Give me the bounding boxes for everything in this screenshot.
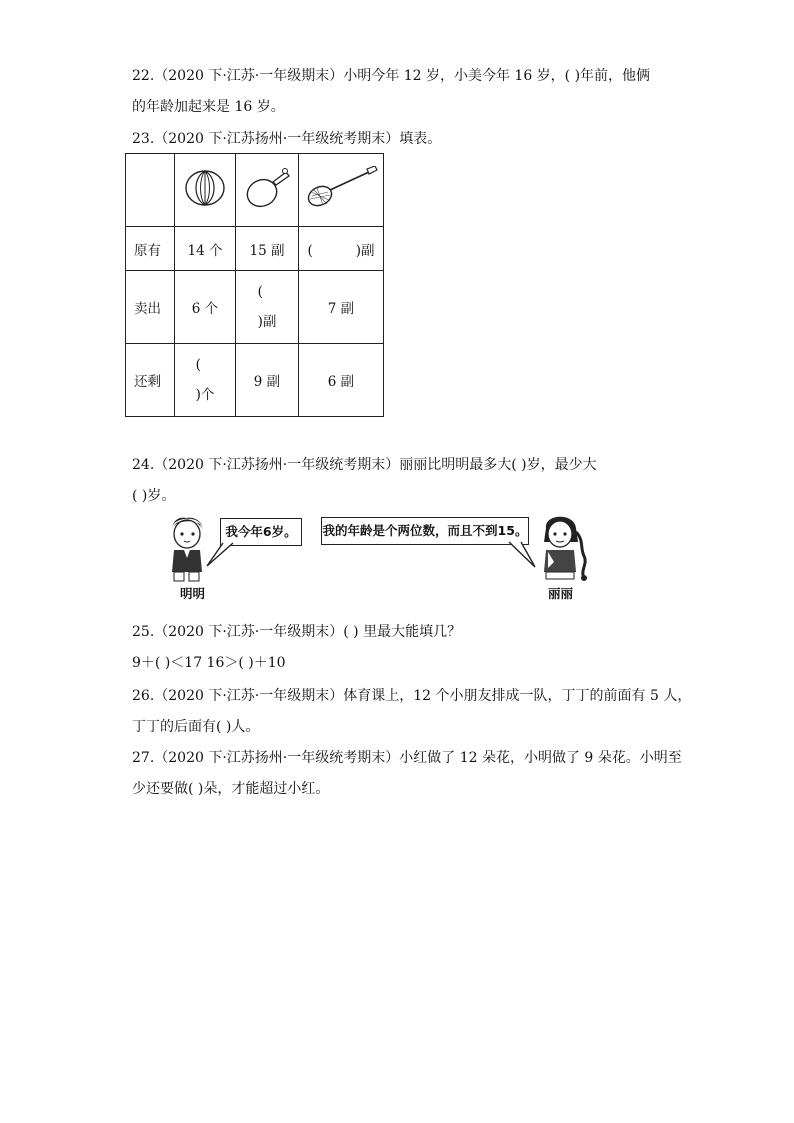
boy-name: 明明 (180, 586, 206, 601)
q25-line2: 9＋( )＜17 16＞( )＋10 (132, 655, 286, 671)
table-cell: 6 个 (175, 271, 236, 344)
row-label-sold: 卖出 (126, 271, 175, 344)
girl-bubble-tail (505, 541, 537, 569)
table-corner-cell (126, 154, 175, 227)
ball-icon (183, 167, 227, 209)
q27-line1: 27.（2020 下·江苏扬州·一年级统考期末）小红做了 12 朵花，小明做了 9 朵花。小明至 (132, 750, 682, 766)
table-cell: 6 副 (299, 344, 384, 417)
row-label-original: 原有 (126, 227, 175, 271)
badminton-racket-icon (303, 166, 379, 210)
table-header-ball (175, 154, 236, 227)
q26-line1: 26.（2020 下·江苏·一年级期末）体育课上，12 个小朋友排成一队，丁丁的前面有 5 人， (132, 688, 692, 704)
fill-table (125, 153, 384, 417)
q25-line1: 25.（2020 下·江苏·一年级期末）( ) 里最大能填几？ (132, 624, 462, 640)
answer-blank-cell[interactable] (175, 344, 236, 417)
table-header-racket (299, 154, 384, 227)
table-cell: 14 个 (175, 227, 236, 271)
boy-bubble-tail (205, 542, 235, 568)
blank-text: ( )副 (257, 284, 277, 330)
girl-illustration (534, 512, 592, 584)
q22-line2: 的年龄加起来是 16 岁。 (132, 99, 285, 115)
q24-line2: ( )岁。 (132, 488, 176, 504)
answer-blank-cell[interactable]: ( )副 (299, 227, 384, 271)
boy-speech-text: 我今年6岁。 (225, 524, 297, 539)
table-cell: 7 副 (299, 271, 384, 344)
answer-blank-cell[interactable] (236, 271, 299, 344)
blank-text: ( )个 (195, 357, 215, 403)
table-header-paddle (236, 154, 299, 227)
ping-pong-paddle-icon (242, 166, 292, 210)
q23-title: 23.（2020 下·江苏扬州·一年级统考期末）填表。 (132, 131, 442, 147)
q24-line1: 24.（2020 下·江苏扬州·一年级统考期末）丽丽比明明最多大( )岁，最少大 (132, 457, 597, 473)
row-label-remaining: 还剩 (126, 344, 175, 417)
q22-line1: 22.（2020 下·江苏·一年级期末）小明今年 12 岁，小美今年 16 岁，( )年前，他俩 (132, 68, 651, 84)
girl-speech-text: 我的年龄是个两位数，而且不到15。 (322, 523, 528, 538)
table-cell: 15 副 (236, 227, 299, 271)
girl-speech-bubble (321, 517, 529, 545)
girl-name: 丽丽 (548, 586, 574, 601)
table-cell: 9 副 (236, 344, 299, 417)
q26-line2: 丁丁的后面有( )人。 (132, 719, 260, 735)
q27-line2: 少还要做( )朵，才能超过小红。 (132, 781, 330, 797)
